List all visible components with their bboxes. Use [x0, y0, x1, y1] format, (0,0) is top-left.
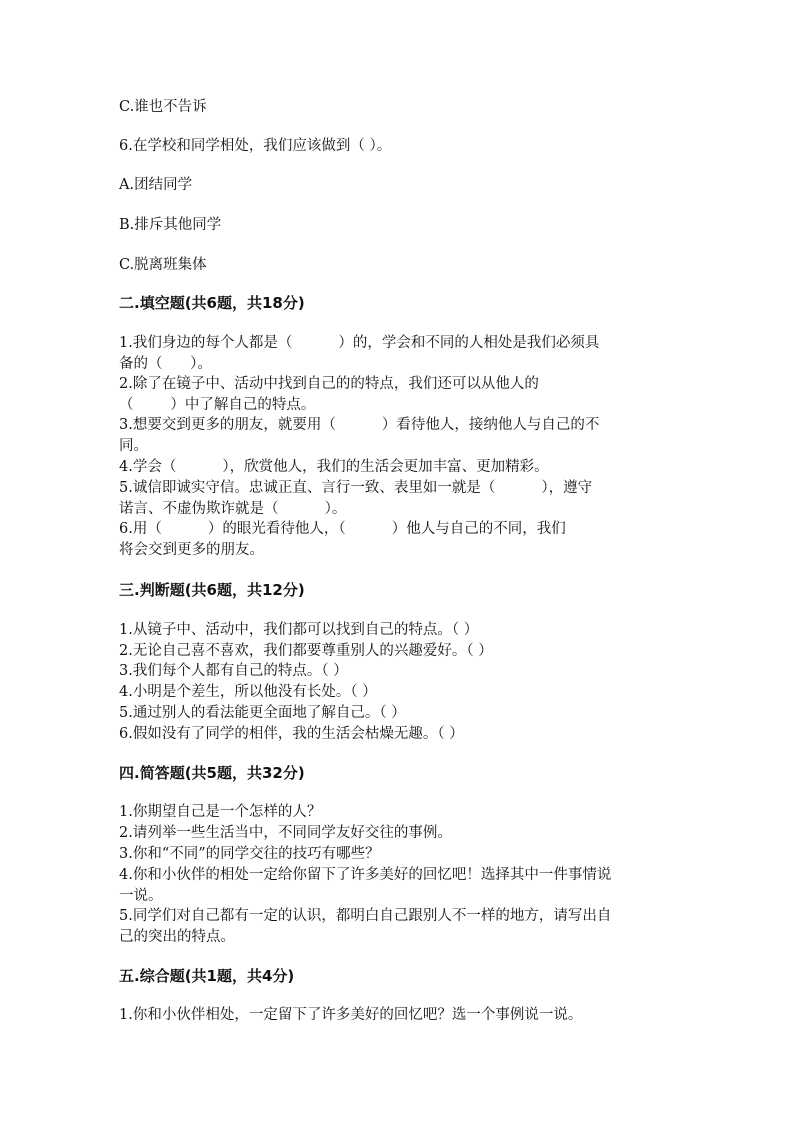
judge-item-6: 6.假如没有了同学的相伴，我的生活会枯燥无趣。（ ） [119, 726, 464, 742]
fill-blank-3-line-1: 3.想要交到更多的朋友，就要用（ ）看待他人，接纳他人与自己的不 [119, 417, 600, 433]
short-answer-2-line-1: 2.请列举一些生活当中，不同同学友好交往的事例。 [119, 825, 452, 841]
judge-item-3: 3.我们每个人都有自己的特点。（ ） [119, 663, 348, 679]
short-answer-item-2 [119, 823, 679, 844]
fill-blank-item-3 [119, 415, 679, 456]
judge-item-1: 1.从镜子中、活动中，我们都可以找到自己的特点。（ ） [119, 622, 479, 638]
judge-item-2: 2.无论自己喜不喜欢，我们都要尊重别人的兴趣爱好。（ ） [119, 643, 493, 659]
fill-blank-item-2 [119, 374, 679, 415]
section-5-title: 五.综合题(共1题，共4分) [119, 967, 295, 985]
section-4-title: 四.简答题(共5题，共32分) [119, 764, 305, 782]
short-answer-4-line-1: 4.你和小伙伴的相处一定给你留下了许多美好的回忆吧！选择其中一件事情说 [119, 867, 612, 883]
fill-blank-2-line-1: 2.除了在镜子中、活动中找到自己的的特点，我们还可以从他人的 [119, 376, 539, 392]
fill-blank-6-line-1: 6.用（ ）的眼光看待他人，（ ）他人与自己的不同，我们 [119, 521, 566, 537]
short-answer-5-line-1: 5.同学们对自己都有一定的认识，都明白自己跟别人不一样的地方，请写出自 [119, 908, 612, 924]
fill-blank-1-line-2: 备的（ ）。 [119, 355, 212, 372]
short-answer-item-5 [119, 906, 679, 947]
fill-blank-2-line-2: （ ）中了解自己的特点。 [119, 396, 316, 413]
fill-blank-3-line-2: 同。 [119, 437, 148, 454]
fill-blank-item-6 [119, 519, 679, 560]
short-answer-1-line-1: 1.你期望自己是一个怎样的人？ [119, 804, 322, 820]
fill-blank-item-5 [119, 478, 679, 519]
fill-blank-item-4 [119, 457, 679, 478]
section-2-title: 二.填空题(共6题，共18分) [119, 294, 305, 312]
question-6-option-a: A.团结同学 [119, 177, 193, 193]
question-6: 6.在学校和同学相处，我们应该做到（ ）。 [119, 138, 392, 154]
question-6-option-b: B.排斥其他同学 [119, 217, 222, 233]
option-c-previous: C.谁也不告诉 [119, 99, 207, 115]
short-answer-item-1 [119, 802, 679, 823]
judge-item-4: 4.小明是个差生，所以他没有长处。（ ） [119, 684, 377, 700]
fill-blank-6-line-2: 将会交到更多的朋友。 [119, 541, 264, 558]
fill-blank-item-1 [119, 333, 679, 374]
short-answer-4-line-2: 一说。 [119, 887, 163, 904]
question-6-option-c: C.脱离班集体 [119, 257, 207, 273]
fill-blank-4-line-1: 4.学会（ ），欣赏他人，我们的生活会更加丰富、更加精彩。 [119, 459, 549, 475]
fill-blank-5-line-2: 诺言、不虚伪欺诈就是（ ）。 [119, 500, 347, 517]
short-answer-item-4 [119, 865, 679, 906]
short-answer-5-line-2: 己的突出的特点。 [119, 928, 235, 945]
section-3-title: 三.判断题(共6题，共12分) [119, 581, 305, 599]
comprehensive-item-1: 1.你和小伙伴相处，一定留下了许多美好的回忆吧？选一个事例说一说。 [119, 1007, 583, 1023]
short-answer-3-line-1: 3.你和“不同”的同学交往的技巧有哪些？ [119, 846, 380, 862]
fill-blank-5-line-1: 5.诚信即诚实守信。忠诚正直、言行一致、表里如一就是（ ），遵守 [119, 480, 593, 496]
short-answer-item-3 [119, 844, 679, 865]
fill-blank-1-line-1: 1.我们身边的每个人都是（ ）的，学会和不同的人相处是我们必须具 [119, 335, 600, 351]
judge-item-5: 5.通过别人的看法能更全面地了解自己。（ ） [119, 705, 406, 721]
